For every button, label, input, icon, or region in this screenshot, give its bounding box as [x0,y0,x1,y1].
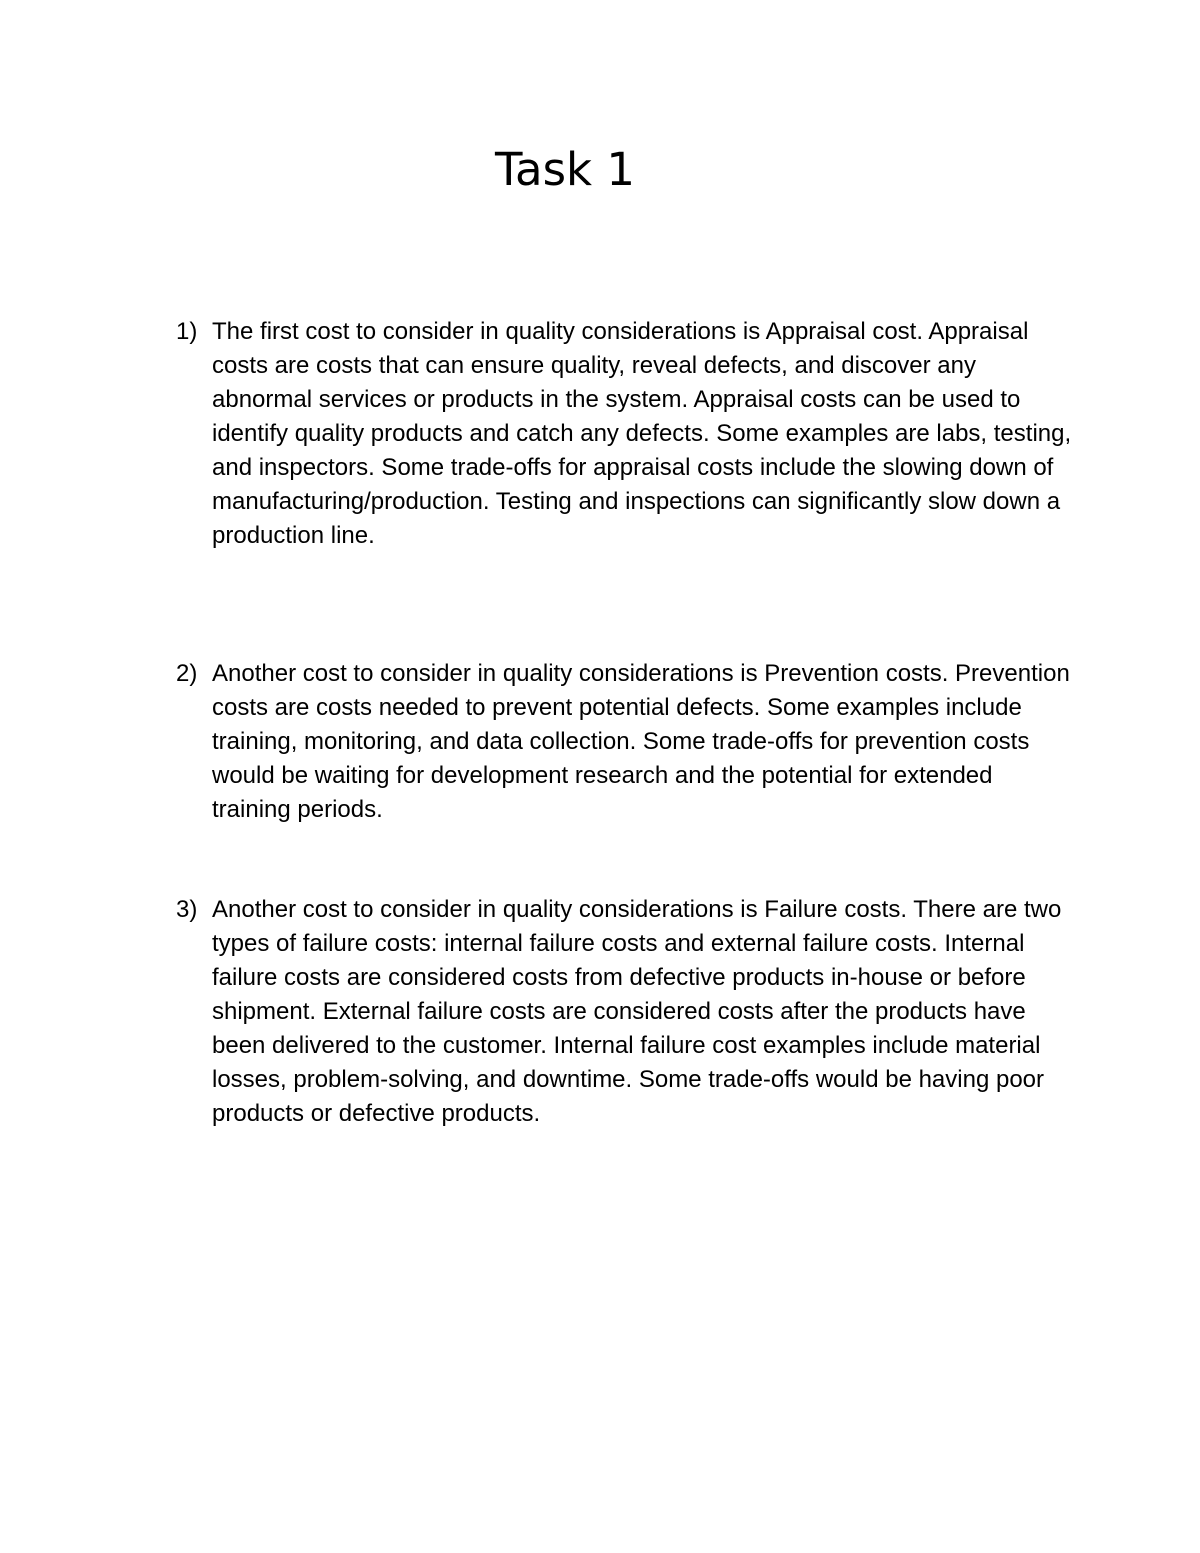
list-item-appraisal [176,315,1076,553]
page-title: Task 1 [494,143,636,196]
list-item-number: 3) [176,896,198,923]
list-item-number: 2) [176,660,198,687]
list-item-number: 1) [176,318,198,345]
list-item-text: The first cost to consider in quality considerations is Appraisal cost. Appraisal costs are costs that can ensure quality, reveal defects, and discover any abnormal services or products in the system. Appraisal costs can be used to identify quality products and catch any defects. Some examples are labs, testing, and inspectors. Some trade-offs for appraisal costs include the slowing down of manufacturing/production. Testing and inspections can significantly slow down a production line. [212,318,1072,549]
list-item-prevention [176,657,1076,827]
list-item-text: Another cost to consider in quality considerations is Failure costs. There are two types of failure costs: internal failure costs and external failure costs. Internal failure costs are considered costs from defective products in-house or before shipment. External failure costs are considered costs after the products have been delivered to the customer. Internal failure cost examples include material losses, problem-solving, and downtime. Some trade-offs would be having poor products or defective products. [212,896,1062,1127]
list-item-text: Another cost to consider in quality considerations is Prevention costs. Prevention costs are costs needed to prevent potential defects. Some examples include training, monitoring, and data collection. Some trade-offs for prevention costs would be waiting for development research and the potential for extended training periods. [212,660,1070,823]
list-item-failure [176,893,1076,1131]
